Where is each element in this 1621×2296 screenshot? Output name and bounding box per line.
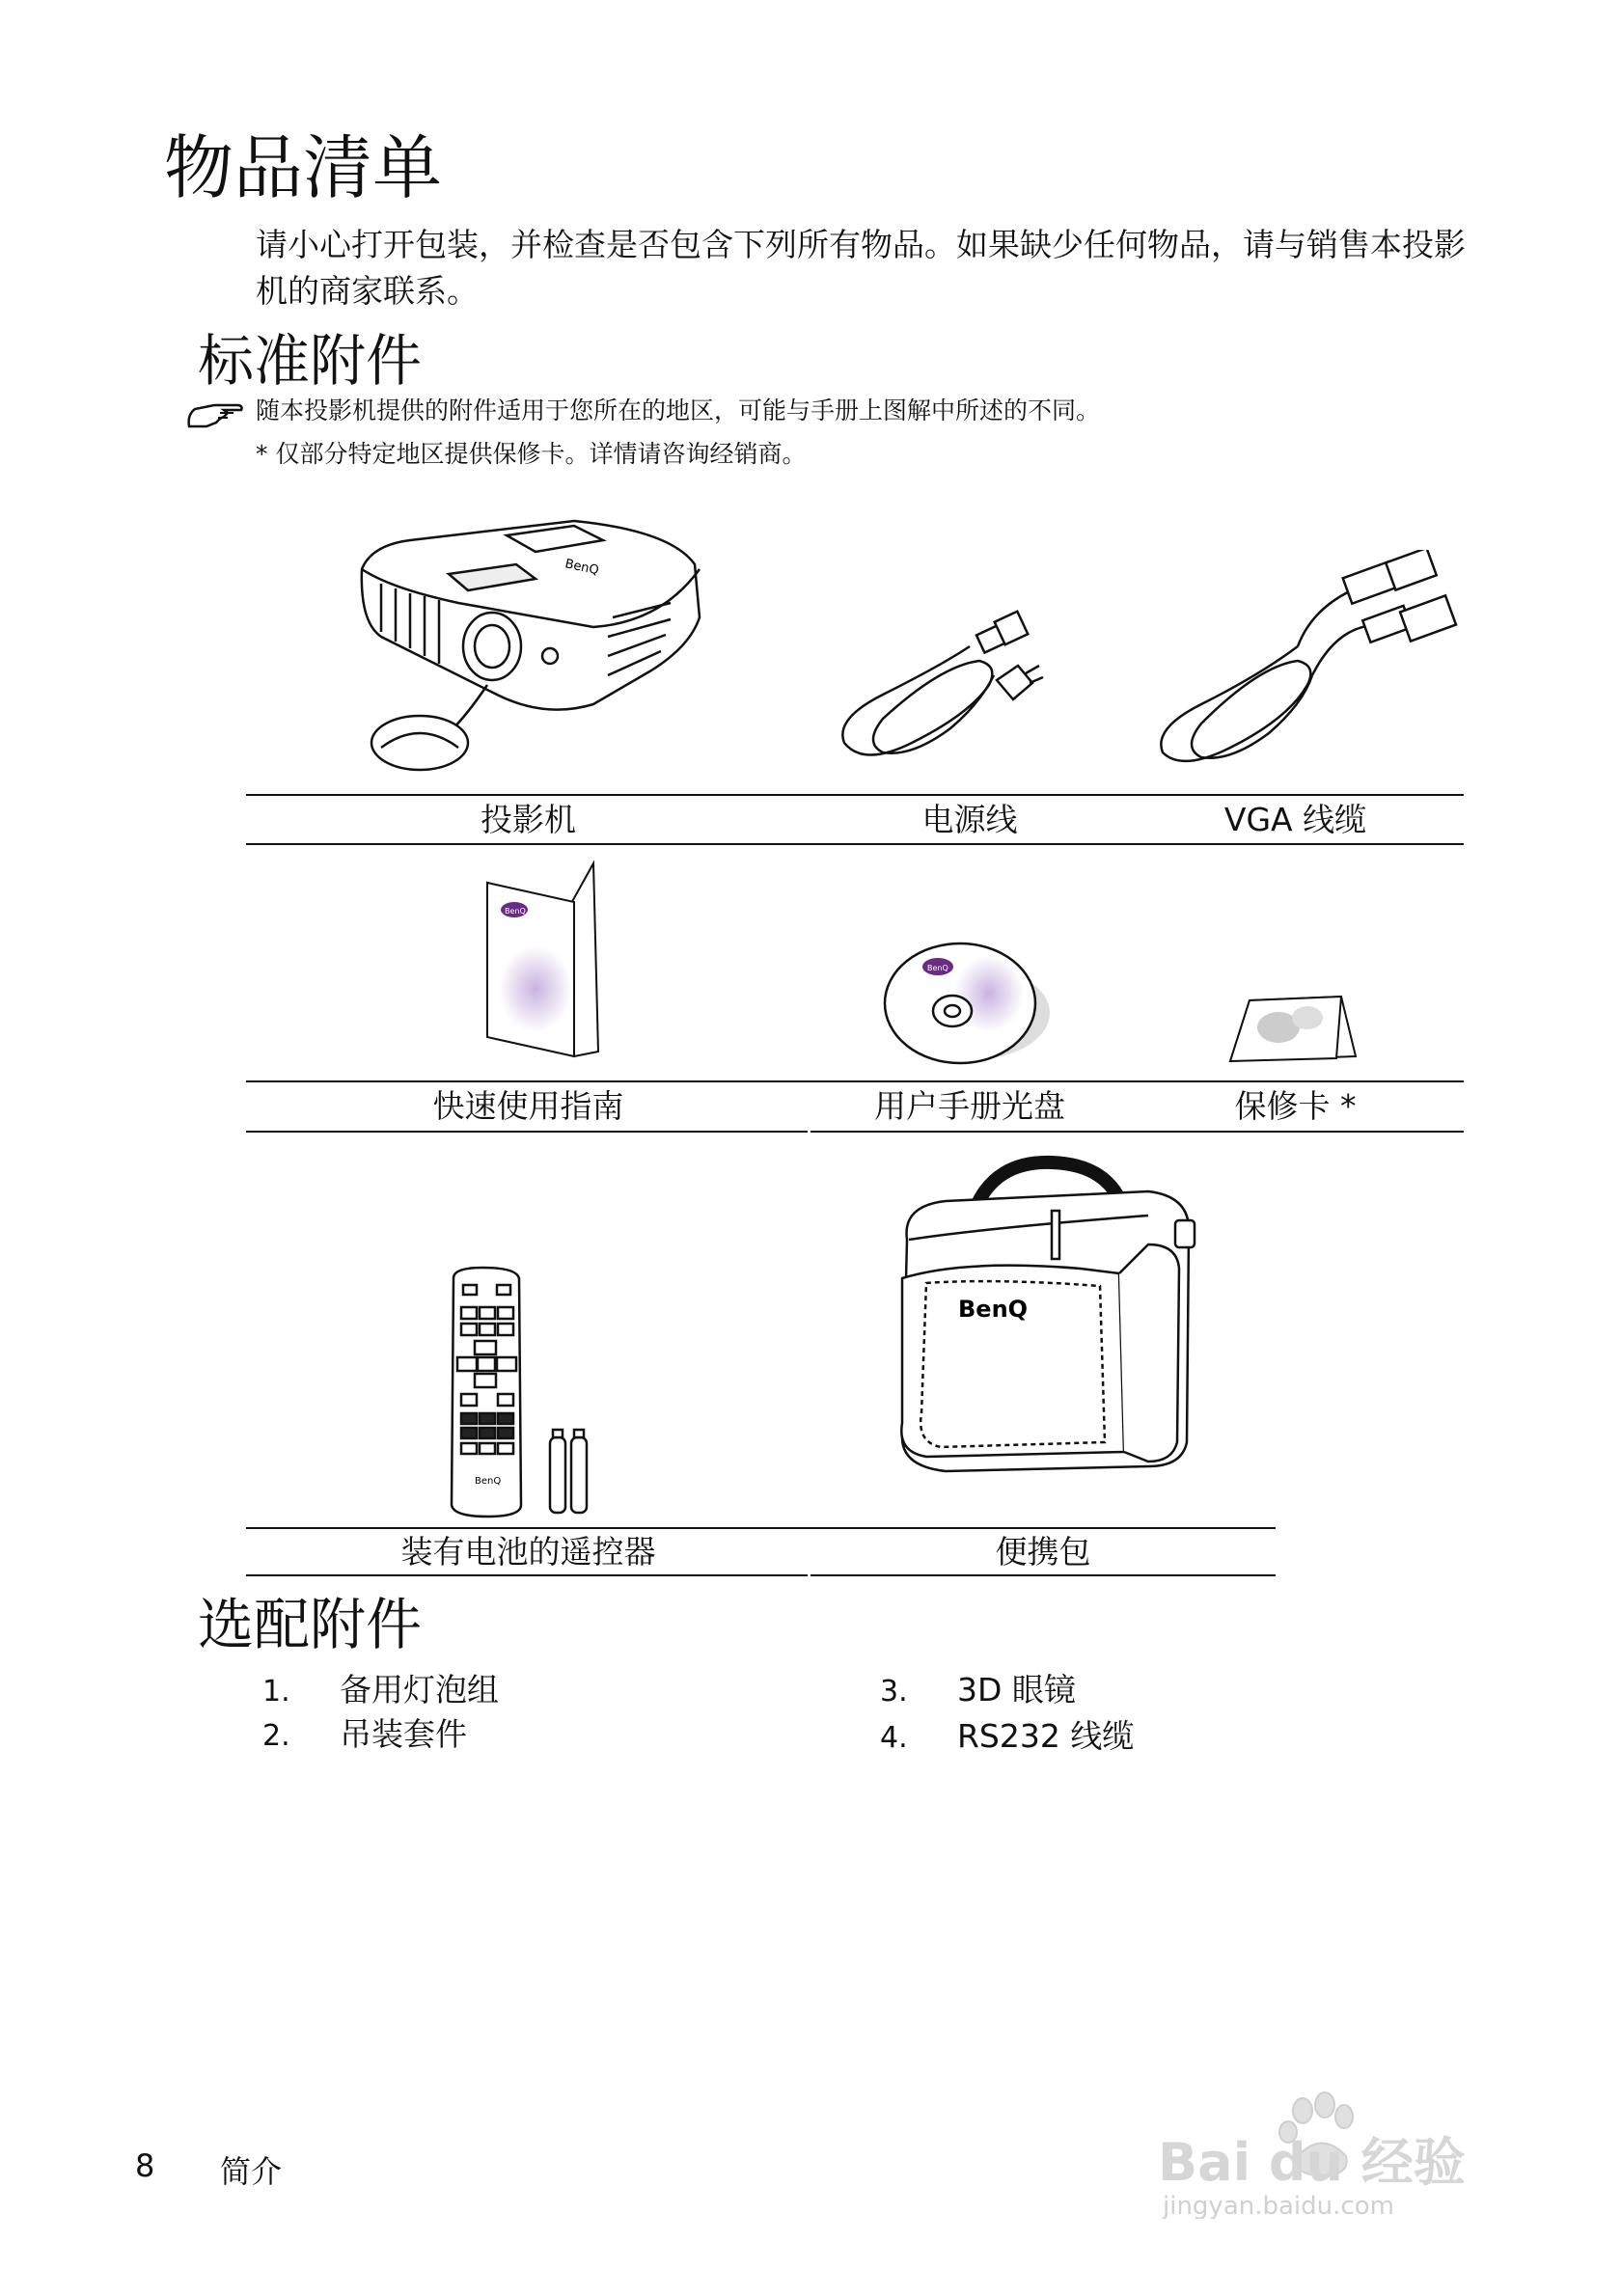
warranty-card-illustration	[1225, 989, 1360, 1066]
projector-brand-logo: BenQ	[563, 557, 600, 579]
row2-top-rule	[246, 1080, 1464, 1082]
optional-item-1	[262, 1671, 499, 1711]
guide-brand-logo: BenQ	[505, 907, 526, 916]
optional-item-4	[880, 1717, 1134, 1758]
optional-item-number: 1.	[262, 1675, 290, 1708]
standard-accessories-heading: 标准附件	[198, 328, 423, 394]
quick-guide-illustration	[478, 854, 613, 1061]
page-title: 物品清单	[164, 127, 443, 208]
row2-bottom-rule-left	[246, 1131, 808, 1133]
caption-power-cord: 电源线	[921, 801, 1018, 838]
remote-control-illustration	[444, 1264, 622, 1524]
user-manual-cd-illustration	[883, 926, 1052, 1066]
intro-paragraph: 请小心打开包装，并检查是否包含下列所有物品。如果缺少任何物品，请与销售本投影机的商家联系。	[256, 226, 1466, 310]
carrying-case-illustration	[888, 1153, 1206, 1481]
optional-item-number: 4.	[880, 1721, 908, 1755]
caption-carrying-case: 便携包	[995, 1533, 1091, 1571]
page-number: 8	[135, 2147, 155, 2184]
remote-brand-logo: BenQ	[475, 1476, 502, 1487]
caption-user-manual-cd: 用户手册光盘	[874, 1087, 1065, 1125]
row1-bottom-rule	[246, 843, 1464, 845]
optional-item-3	[880, 1671, 1076, 1711]
case-brand-logo: BenQ	[958, 1296, 1029, 1323]
vga-cable-illustration	[1143, 550, 1462, 777]
pointing-hand-icon	[185, 397, 245, 434]
optional-item-label: 3D 眼镜	[957, 1671, 1076, 1708]
power-cord-illustration	[825, 608, 1047, 777]
watermark-url: jingyan.baidu.com	[1163, 2192, 1394, 2219]
row2-bottom-rule-right	[810, 1131, 1464, 1133]
baidu-watermark	[1153, 2084, 1529, 2223]
footer-section-name: 简介	[220, 2153, 283, 2190]
optional-accessories-heading: 选配附件	[198, 1592, 423, 1657]
optional-item-label: RS232 线缆	[957, 1717, 1135, 1755]
caption-remote-control: 装有电池的遥控器	[400, 1533, 656, 1571]
projector-illustration	[352, 511, 709, 777]
caption-warranty-card: 保修卡 *	[1234, 1087, 1357, 1125]
optional-item-2	[262, 1715, 467, 1756]
row3-top-rule	[246, 1527, 1276, 1529]
optional-item-label: 备用灯泡组	[340, 1671, 499, 1708]
row1-top-rule	[246, 794, 1464, 796]
caption-quick-guide: 快速使用指南	[432, 1087, 624, 1125]
row3-bottom-rule-left	[246, 1574, 808, 1576]
optional-item-number: 2.	[262, 1719, 290, 1753]
baidu-paw-logo	[1153, 2084, 1529, 2219]
watermark-logo-text: Bai du 经验	[1158, 2132, 1466, 2193]
optional-item-label: 吊装套件	[340, 1715, 467, 1753]
region-note: 随本投影机提供的附件适用于您所在的地区，可能与手册上图解中所述的不同。	[256, 396, 1101, 424]
warranty-footnote: * 仅部分特定地区提供保修卡。详情请咨询经销商。	[256, 440, 807, 468]
caption-projector: 投影机	[481, 801, 576, 838]
row3-bottom-rule-right	[810, 1574, 1276, 1576]
cd-brand-logo: BenQ	[927, 964, 948, 972]
caption-vga-cable: VGA 线缆	[1223, 801, 1367, 838]
optional-item-number: 3.	[880, 1675, 908, 1708]
